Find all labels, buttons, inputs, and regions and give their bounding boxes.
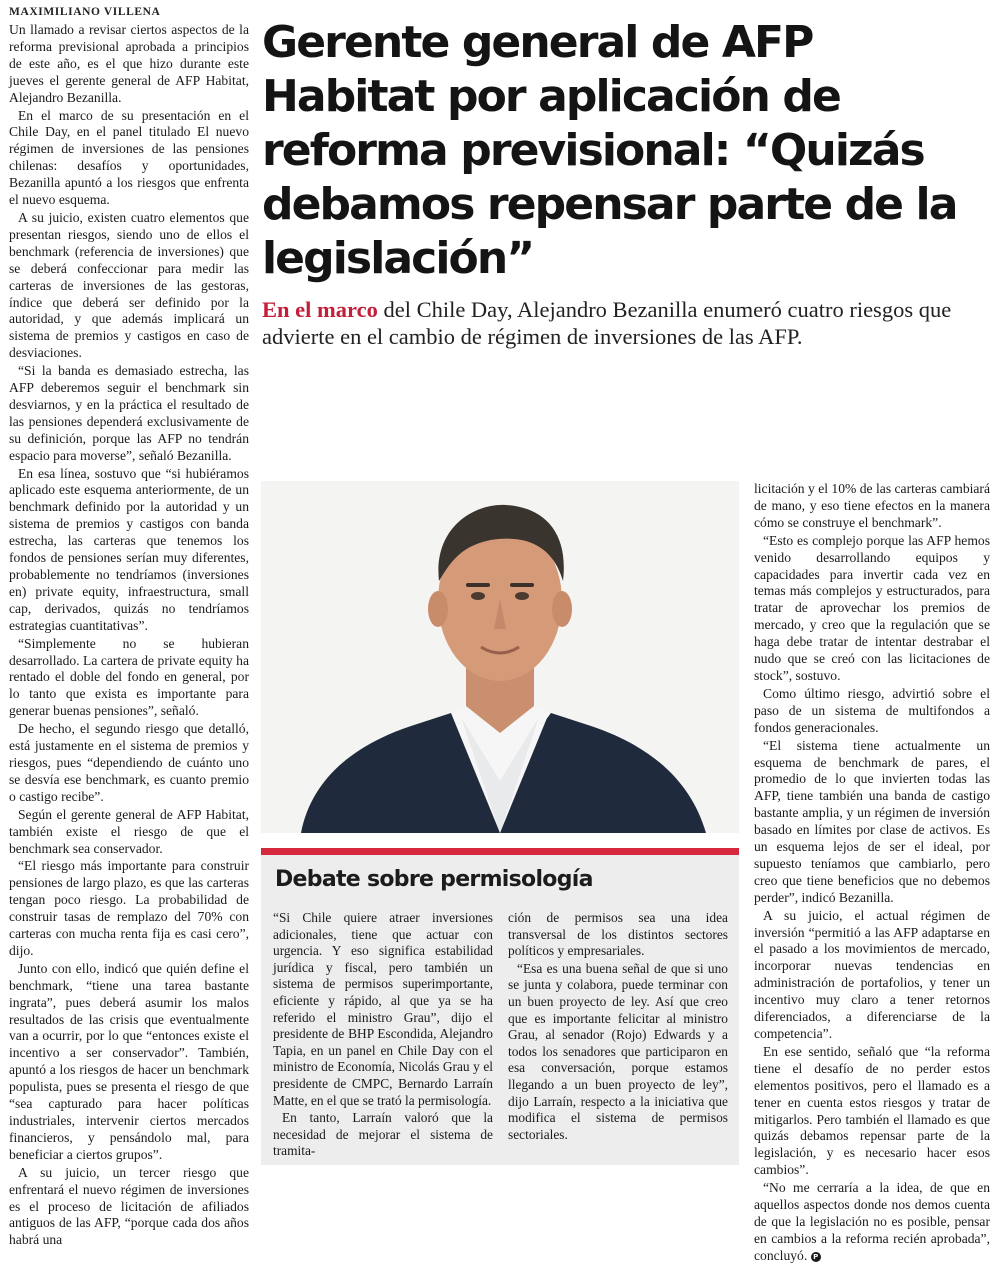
paragraph: Un llamado a revisar ciertos aspectos de la reforma previsional aprobada a principios de este año, es el que hizo durante este jueves el gerente general de AFP Habitat, Alejandro Bezanilla. [9, 22, 249, 105]
box-column-right [508, 910, 728, 1160]
paragraph: Como último riesgo, advirtió sobre el paso de un sistema de multifondos a fondos generacionales. [754, 685, 990, 735]
paragraph: En ese sentido, señaló que “la reforma tiene el desafío de no perder estos elementos positivos, pero el llamado es a tener en cuenta estos riesgos y tratar de mitigarlos. Pero también el llamado es que quizás debamos repensar parte de la legislación, y es necesario hacer esos cambios”. [754, 1043, 990, 1178]
article-headline: Gerente general de AFP Habitat por aplicación de reforma previsional: “Quizás debamos repensar parte de la legislación” [262, 17, 957, 284]
paragraph: A su juicio, el actual régimen de inversión “permitió a las AFP adaptarse en el pasado a los movimientos de mercado, incorporar nuevas tendencias en administración de portafolios, y tener un incentivo muy claro a tener retornos diferenciados, a diferenciarse de la competencia”. [754, 907, 990, 1041]
paragraph: ción de permisos sea una idea transversal de los distintos sectores políticos y empresariales. [508, 910, 728, 959]
portrait-illustration [261, 481, 739, 833]
paragraph: “Esa es una buena señal de que si uno se junta y colabora, puede terminar con un buen proyecto de ley. Así que creo que es importante felicitar al ministro Grau, al senador (Rojo) Edwards y a todos los senadores que participaron en esa conversación, porque estamos llegando a un buen proyecto de ley”, dijo Larraín, respecto a la iniciativa que modifica el sistema de permisos sectoriales. [508, 960, 728, 1142]
paragraph: “Esto es complejo porque las AFP hemos venido desarrollando equipos y capacidades para invertir cada vez en temas más complejos y estructurados, para tratar de aprovechar los premios de mercado, y creo que la regulación que se haga debe tratar de intentar destrabar el nudo que se creó con las licitaciones de stock”, sostuvo. [754, 532, 990, 683]
paragraph: licitación y el 10% de las carteras cambiará de mano, y eso tiene efectos en la manera cómo se construye el benchmark”. [754, 481, 990, 530]
author-byline: MAXIMILIANO VILLENA [9, 6, 161, 18]
paragraph: En esa línea, sostuvo que “si hubiéramos aplicado este esquema anteriormente, de un benchmark definido por la autoridad y un sistema de premios y castigos con banda estrecha, las carteras que tenemos los fondos de pensiones serían muy diferentes, probablemente no tendríamos (inversiones en) private equity, infraestructura, small cap, derivados, quizás no tendríamos estrategias cuantitativas”. [9, 465, 249, 633]
box-column-left [273, 910, 493, 1160]
portrait-photo [261, 481, 739, 833]
paragraph: Según el gerente general de AFP Habitat, también existe el riesgo de que el benchmark sea conservador. [9, 806, 249, 856]
box-accent-rule [261, 848, 739, 855]
end-mark-icon: P [811, 1252, 821, 1262]
paragraph: “Si Chile quiere atraer inversiones adicionales, tiene que actuar con urgencia. Y eso significa estabilidad jurídica y fiscal, pero también un sistema de permisos superimportante, eficiente y rápido, al que ya se ha referido el ministro Grau”, dijo el presidente de BHP Escondida, Alejandro Tapia, en un panel en Chile Day con el ministro de Economía, Nicolás Grau y el presidente de CMPC, Bernardo Larraín Matte, en el que se trató la permisología. [273, 910, 493, 1108]
paragraph: “El sistema tiene actualmente un esquema de benchmark de pares, el promedio de lo que invierten todas las AFP, tiene también una banda de castigo bastante amplia, y un régimen de inversión basado en límites por clase de activos. Es un esquema lejos de ser el ideal, por supuesto teníamos que cambiarlo, pero creo que tiene beneficios que no debemos perder”, indicó Bezanilla. [754, 737, 990, 905]
paragraph [754, 1180, 990, 1265]
paragraph: A su juicio, un tercer riesgo que enfrentará el nuevo régimen de inversiones es el proceso de licitación de afiliados antiguos de las AFP, “porque cada dos años habrá una [9, 1164, 249, 1248]
paragraph: En tanto, Larraín valoró que la necesidad de mejorar el sistema de tramita- [273, 1110, 493, 1159]
article-lead [262, 296, 987, 350]
paragraph: En el marco de su presentación en el Chile Day, en el panel titulado El nuevo régimen de inversiones de las pensiones chilenas: desafíos y oportunidades, Bezanilla apuntó a los riesgos que enfrenta el nuevo esquema. [9, 107, 249, 208]
paragraph: “Simplemente no se hubieran desarrollado. La cartera de private equity ha rentado el doble del fondo en general, por lo tanto que exista es importante para generar buenas pensiones”, señaló. [9, 635, 249, 719]
paragraph: A su juicio, existen cuatro elementos que presentan riesgos, siendo uno de ellos el benchmark (referencia de inversiones) que se deberá confeccionar para medir las carteras de inversiones de las gestoras, índice que deberá ser definido por la autoridad, y que además implicará un sistema de premios y castigos en caso de desviaciones. [9, 209, 249, 361]
body-column-right [754, 481, 990, 1263]
lead-kicker: En el marco [262, 297, 378, 322]
lead-text: del Chile Day, Alejandro Bezanilla enumeró cuatro riesgos que advierte en el cambio de régimen de inversiones de las AFP. [262, 297, 952, 349]
closing-text: “No me cerraría a la idea, de que en aquellos aspectos donde nos demos cuenta de que la legislación no es posible, pensar en cambios a la reforma recién aprobada”, concluyó. [754, 1180, 990, 1263]
paragraph: De hecho, el segundo riesgo que detalló, está justamente en el sistema de premios y riesgos, pues “dependiendo de cuánto uno se desvía ese benchmark, es cuanto premio o castigo recibe”. [9, 721, 249, 804]
sidebar-box [261, 855, 739, 1165]
paragraph: Junto con ello, indicó que quién define el benchmark, “tiene una tarea bastante ingrata”, pues deberá asumir los malos resultados de las crisis que eventualmente van a ocurrir, por lo que “entonces existe el incentivo a ser conservador”. También, apuntó a los riesgos de hacer un benchmark populista, pues se presenta el riesgo de que “sea capturado para hacer políticas industriales, intervenir ciertos mercados financieros, y pensándolo mal, para beneficiar a ciertos grupos”. [9, 960, 249, 1162]
paragraph: “El riesgo más importante para construir pensiones de largo plazo, es que las carteras tengan poco riesgo. La probabilidad de construir tasas de remplazo del 70% con carteras con mucha renta fija es casi cero”, dijo. [9, 858, 249, 958]
body-column-left [9, 22, 249, 1248]
paragraph: “Si la banda es demasiado estrecha, las AFP deberemos seguir el benchmark sin desviarnos, y en la práctica el resultado de las pensiones dependerá exclusivamente de su definición, porque las AFP no tendrán espacio para moverse”, señaló Bezanilla. [9, 363, 249, 463]
box-title: Debate sobre permisología [275, 867, 593, 892]
